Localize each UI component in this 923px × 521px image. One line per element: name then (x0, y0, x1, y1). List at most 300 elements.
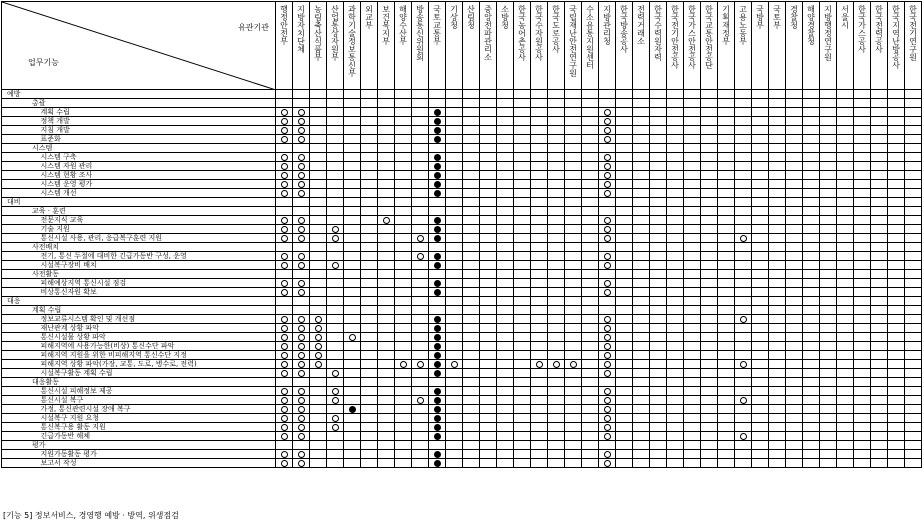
role-cell (701, 405, 718, 414)
role-cell (582, 297, 599, 306)
role-cell (395, 180, 412, 189)
role-cell (395, 126, 412, 135)
lead-dot-icon (434, 433, 441, 440)
role-cell (310, 369, 327, 378)
role-cell (684, 405, 701, 414)
role-cell (735, 216, 752, 225)
role-cell (599, 369, 616, 378)
column-header-label: 업무기능 (28, 58, 59, 67)
role-cell (735, 306, 752, 315)
role-cell (565, 333, 582, 342)
subsection-label: 계획 수립 (32, 306, 62, 314)
role-cell (395, 270, 412, 279)
role-cell (497, 279, 514, 288)
role-cell (531, 162, 548, 171)
support-circle-icon (417, 235, 424, 242)
role-cell (650, 450, 667, 459)
section-cell (2, 297, 276, 306)
agency-name: 산림청 (466, 5, 476, 29)
role-cell (429, 108, 446, 117)
role-cell (667, 396, 684, 405)
role-cell (701, 270, 718, 279)
role-cell (361, 360, 378, 369)
role-cell (514, 153, 531, 162)
role-cell (752, 351, 769, 360)
table-row (2, 306, 922, 315)
role-cell (531, 414, 548, 423)
role-cell (446, 171, 463, 180)
role-cell (718, 162, 735, 171)
role-cell (888, 117, 905, 126)
role-cell (463, 207, 480, 216)
role-cell (412, 324, 429, 333)
role-cell (803, 99, 820, 108)
role-cell (633, 270, 650, 279)
agency-header-cell (276, 2, 293, 90)
role-cell (548, 270, 565, 279)
task-label: 계획 수립 (40, 108, 70, 116)
role-cell (310, 99, 327, 108)
task-cell (40, 459, 276, 468)
indent-cell (2, 252, 12, 261)
role-cell (531, 144, 548, 153)
role-cell (769, 423, 786, 432)
role-cell (854, 261, 871, 270)
role-cell (752, 441, 769, 450)
role-cell (446, 252, 463, 261)
role-cell (378, 162, 395, 171)
support-circle-icon (298, 109, 305, 116)
lead-dot-icon (434, 253, 441, 260)
role-cell (327, 243, 344, 252)
role-cell (327, 378, 344, 387)
support-circle-icon (536, 361, 543, 368)
role-cell (531, 297, 548, 306)
role-cell (633, 297, 650, 306)
role-cell (616, 360, 633, 369)
role-cell (463, 162, 480, 171)
role-cell (633, 171, 650, 180)
role-cell (701, 189, 718, 198)
role-cell (412, 126, 429, 135)
table-row (2, 414, 922, 423)
role-cell (803, 234, 820, 243)
role-cell (412, 216, 429, 225)
role-cell (293, 441, 310, 450)
role-cell (344, 135, 361, 144)
support-circle-icon (740, 316, 747, 323)
role-cell (633, 189, 650, 198)
indent-cell (2, 153, 12, 162)
support-circle-icon (315, 361, 322, 368)
support-circle-icon (332, 415, 339, 422)
support-circle-icon (604, 136, 611, 143)
role-cell (378, 360, 395, 369)
role-cell (803, 108, 820, 117)
role-cell (344, 315, 361, 324)
role-cell (701, 279, 718, 288)
role-cell (786, 351, 803, 360)
role-cell (701, 360, 718, 369)
role-cell (769, 261, 786, 270)
role-cell (293, 351, 310, 360)
agency-header-cell (718, 2, 735, 90)
role-cell (786, 153, 803, 162)
role-cell (820, 414, 837, 423)
role-cell (429, 153, 446, 162)
role-cell (463, 324, 480, 333)
subsection-cell (2, 270, 276, 279)
role-cell (820, 135, 837, 144)
support-circle-icon (417, 253, 424, 260)
subsection-label: 총괄 (32, 99, 46, 107)
role-cell (718, 207, 735, 216)
role-cell (820, 279, 837, 288)
support-circle-icon (604, 190, 611, 197)
role-cell (616, 243, 633, 252)
role-cell (412, 90, 429, 99)
role-cell (446, 297, 463, 306)
role-cell (701, 288, 718, 297)
role-cell (327, 90, 344, 99)
role-cell (667, 261, 684, 270)
role-cell (752, 207, 769, 216)
role-cell (548, 189, 565, 198)
role-cell (412, 144, 429, 153)
role-cell (888, 333, 905, 342)
role-cell (633, 252, 650, 261)
lead-dot-icon (434, 361, 441, 368)
role-cell (565, 450, 582, 459)
role-cell (837, 324, 854, 333)
role-cell (718, 189, 735, 198)
role-cell (310, 441, 327, 450)
role-cell (854, 225, 871, 234)
role-cell (429, 360, 446, 369)
role-cell (616, 153, 633, 162)
task-cell (40, 369, 276, 378)
role-cell (888, 153, 905, 162)
role-cell (854, 171, 871, 180)
role-cell (480, 369, 497, 378)
role-cell (854, 288, 871, 297)
role-cell (514, 279, 531, 288)
role-cell (837, 252, 854, 261)
role-cell (837, 135, 854, 144)
role-cell (650, 99, 667, 108)
role-cell (854, 315, 871, 324)
support-circle-icon (604, 352, 611, 359)
role-cell (582, 225, 599, 234)
role-cell (429, 396, 446, 405)
role-cell (480, 243, 497, 252)
role-cell (378, 261, 395, 270)
role-cell (531, 189, 548, 198)
role-cell (599, 144, 616, 153)
role-cell (327, 288, 344, 297)
role-cell (752, 342, 769, 351)
role-cell (871, 261, 888, 270)
role-cell (718, 171, 735, 180)
role-cell (565, 342, 582, 351)
role-cell (361, 234, 378, 243)
role-cell (446, 180, 463, 189)
role-cell (310, 396, 327, 405)
role-cell (786, 306, 803, 315)
agency-name: 기상청 (449, 5, 459, 29)
role-cell (735, 432, 752, 441)
role-cell (293, 252, 310, 261)
role-cell (786, 387, 803, 396)
role-cell (650, 324, 667, 333)
support-circle-icon (298, 361, 305, 368)
role-cell (599, 180, 616, 189)
role-cell (293, 342, 310, 351)
role-cell (633, 324, 650, 333)
role-cell (718, 342, 735, 351)
table-row (2, 198, 922, 207)
task-label: 통신복구용 활동 지원 (40, 423, 106, 431)
role-cell (582, 306, 599, 315)
subsection-label: 사전배치 (32, 243, 60, 251)
lead-dot-icon (434, 424, 441, 431)
role-cell (446, 225, 463, 234)
indent-cell (12, 405, 40, 414)
table-row (2, 252, 922, 261)
task-label: 지침 개발 (40, 126, 70, 134)
role-cell (429, 270, 446, 279)
role-cell (803, 288, 820, 297)
role-cell (599, 162, 616, 171)
role-cell (752, 180, 769, 189)
role-cell (616, 279, 633, 288)
agency-header-cell (650, 2, 667, 90)
role-cell (650, 414, 667, 423)
role-cell (803, 180, 820, 189)
role-cell (701, 396, 718, 405)
role-cell (395, 459, 412, 468)
task-cell (40, 405, 276, 414)
role-cell (276, 279, 293, 288)
role-cell (854, 351, 871, 360)
role-cell (344, 189, 361, 198)
table-row (2, 225, 922, 234)
role-cell (327, 234, 344, 243)
role-cell (786, 279, 803, 288)
role-cell (735, 279, 752, 288)
indent-cell (12, 351, 40, 360)
role-cell (565, 261, 582, 270)
role-cell (752, 288, 769, 297)
role-cell (888, 135, 905, 144)
role-cell (463, 216, 480, 225)
subsection-label: 사전활동 (32, 270, 60, 278)
role-cell (276, 333, 293, 342)
role-cell (667, 126, 684, 135)
role-cell (293, 270, 310, 279)
role-cell (531, 396, 548, 405)
role-cell (412, 315, 429, 324)
role-cell (310, 432, 327, 441)
role-cell (361, 243, 378, 252)
role-cell (684, 270, 701, 279)
role-cell (820, 324, 837, 333)
role-cell (752, 90, 769, 99)
role-cell (480, 423, 497, 432)
role-cell (871, 234, 888, 243)
agency-name: 한국교통안전공단 (704, 5, 714, 69)
role-cell (548, 153, 565, 162)
role-cell (565, 108, 582, 117)
role-cell (837, 459, 854, 468)
role-cell (429, 144, 446, 153)
role-cell (905, 279, 922, 288)
role-cell (905, 153, 922, 162)
role-cell (548, 369, 565, 378)
role-cell (752, 333, 769, 342)
role-cell (548, 225, 565, 234)
table-row (2, 90, 922, 99)
role-cell (276, 189, 293, 198)
role-cell (293, 243, 310, 252)
role-cell (786, 270, 803, 279)
role-cell (293, 135, 310, 144)
role-cell (429, 297, 446, 306)
role-cell (378, 144, 395, 153)
role-cell (667, 360, 684, 369)
role-cell (599, 450, 616, 459)
role-cell (650, 234, 667, 243)
role-cell (480, 171, 497, 180)
support-circle-icon (281, 370, 288, 377)
section-label: 대비 (7, 198, 21, 206)
support-circle-icon (281, 397, 288, 404)
role-cell (582, 351, 599, 360)
role-cell (565, 459, 582, 468)
role-cell (820, 261, 837, 270)
role-cell (310, 126, 327, 135)
agency-header-cell (701, 2, 718, 90)
support-circle-icon (281, 352, 288, 359)
role-cell (446, 306, 463, 315)
role-cell (718, 126, 735, 135)
role-cell (344, 90, 361, 99)
role-cell (735, 450, 752, 459)
agency-name: 기획재정부 (721, 5, 731, 45)
table-row (2, 378, 922, 387)
role-cell (888, 225, 905, 234)
role-cell (293, 360, 310, 369)
role-cell (837, 270, 854, 279)
role-cell (446, 144, 463, 153)
role-cell (854, 450, 871, 459)
role-cell (803, 432, 820, 441)
lead-dot-icon (434, 352, 441, 359)
role-cell (871, 288, 888, 297)
role-cell (310, 234, 327, 243)
role-cell (701, 441, 718, 450)
role-cell (361, 135, 378, 144)
task-label: 정보교류시스템 확인 및 개선점 (40, 315, 136, 323)
agency-name: 한국전기안전공사 (670, 5, 680, 69)
role-cell (854, 243, 871, 252)
role-cell (650, 162, 667, 171)
role-cell (378, 459, 395, 468)
role-cell (667, 162, 684, 171)
role-cell (480, 108, 497, 117)
role-cell (480, 198, 497, 207)
role-cell (888, 342, 905, 351)
role-cell (684, 99, 701, 108)
role-cell (463, 342, 480, 351)
role-cell (378, 414, 395, 423)
role-cell (667, 189, 684, 198)
role-cell (650, 432, 667, 441)
table-row (2, 126, 922, 135)
agency-header-cell (446, 2, 463, 90)
role-cell (854, 405, 871, 414)
role-cell (378, 270, 395, 279)
role-cell (497, 441, 514, 450)
role-cell (480, 153, 497, 162)
task-cell (40, 279, 276, 288)
role-cell (905, 369, 922, 378)
role-cell (769, 315, 786, 324)
role-cell (361, 153, 378, 162)
role-cell (378, 378, 395, 387)
role-cell (684, 414, 701, 423)
role-cell (310, 216, 327, 225)
role-cell (327, 171, 344, 180)
role-cell (667, 198, 684, 207)
role-cell (820, 234, 837, 243)
role-cell (616, 297, 633, 306)
role-cell (344, 108, 361, 117)
role-cell (650, 153, 667, 162)
role-cell (344, 252, 361, 261)
support-circle-icon (281, 424, 288, 431)
role-cell (684, 306, 701, 315)
role-cell (888, 288, 905, 297)
role-cell (667, 297, 684, 306)
role-cell (871, 423, 888, 432)
role-cell (531, 153, 548, 162)
role-cell (395, 108, 412, 117)
task-label: 기술 지원 (40, 225, 70, 233)
role-cell (582, 216, 599, 225)
role-cell (684, 234, 701, 243)
role-cell (871, 144, 888, 153)
role-cell (310, 387, 327, 396)
role-cell (361, 225, 378, 234)
role-cell (497, 333, 514, 342)
support-circle-icon (604, 460, 611, 467)
role-cell (667, 270, 684, 279)
role-cell (735, 180, 752, 189)
role-cell (480, 189, 497, 198)
task-cell (40, 432, 276, 441)
role-cell (752, 162, 769, 171)
role-cell (854, 162, 871, 171)
support-circle-icon (281, 109, 288, 116)
role-cell (701, 171, 718, 180)
role-cell (701, 243, 718, 252)
role-cell (565, 279, 582, 288)
support-circle-icon (604, 397, 611, 404)
role-cell (599, 441, 616, 450)
role-cell (888, 378, 905, 387)
role-cell (786, 198, 803, 207)
